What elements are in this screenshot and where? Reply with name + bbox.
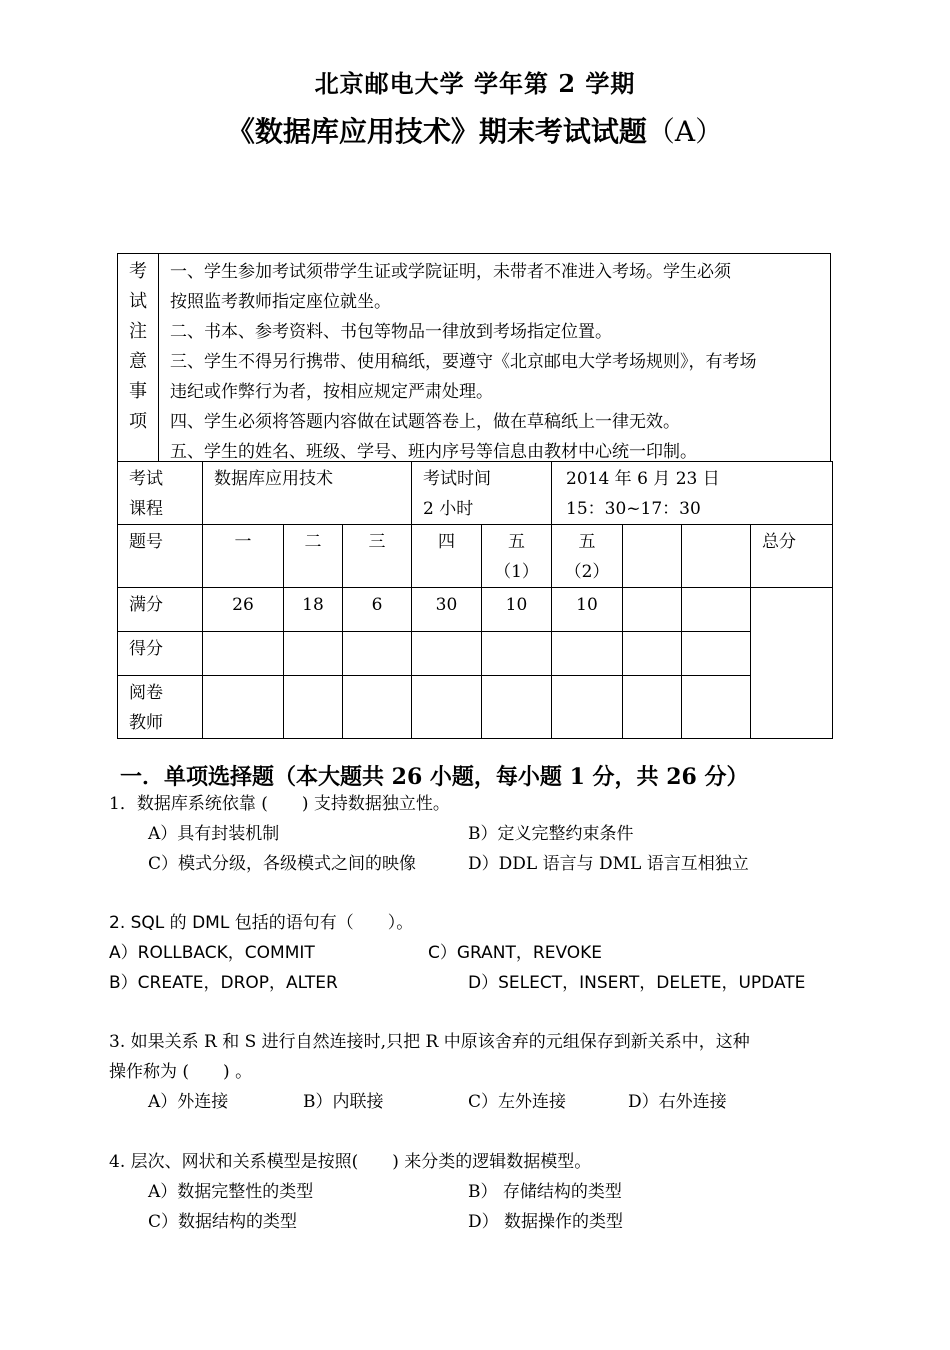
notice-line: 按照监考教师指定座位就坐。 bbox=[170, 292, 391, 312]
course-label: 课程 bbox=[129, 499, 163, 519]
full-score-cell: 10 bbox=[482, 588, 552, 632]
question-subnumber: （2） bbox=[564, 562, 610, 582]
option-a: A）具有封装机制 bbox=[148, 824, 280, 844]
option-d: D）右外连接 bbox=[628, 1092, 727, 1112]
option-c: C）数据结构的类型 bbox=[148, 1212, 298, 1232]
notice-label-char: 注 bbox=[129, 321, 147, 342]
option-b: B） 存储结构的类型 bbox=[468, 1182, 622, 1202]
exam-date: 2014 年 6 月 23 日 bbox=[566, 469, 720, 489]
score-row bbox=[118, 632, 833, 676]
option-a: A）外连接 bbox=[148, 1092, 229, 1112]
exam-info-row bbox=[118, 462, 833, 525]
grader-cell bbox=[482, 676, 552, 739]
full-score-cell: 30 bbox=[412, 588, 482, 632]
total-score-cell bbox=[751, 588, 833, 739]
question-stem: 3. 如果关系 R 和 S 进行自然连接时,只把 R 中原该舍弃的元组保存到新关系中，这种 bbox=[109, 1032, 750, 1052]
full-score-cell: 6 bbox=[343, 588, 412, 632]
grader-cell bbox=[412, 676, 482, 739]
exam-title-main: 《数据库应用技术》期末考试试题 bbox=[226, 115, 647, 148]
notice-line: 五、学生的姓名、班级、学号、班内序号等信息由教材中心统一印制。 bbox=[170, 442, 697, 462]
question-number-cell: 一 bbox=[203, 525, 284, 588]
question-stem: 2. SQL 的 DML 包括的语句有（ ）。 bbox=[109, 913, 414, 933]
question-number-cell: 二 bbox=[284, 525, 343, 588]
option-d: D）DDL 语言与 DML 语言互相独立 bbox=[468, 854, 749, 874]
score-cell bbox=[682, 632, 751, 676]
option-a: A）ROLLBACK，COMMIT bbox=[109, 943, 315, 963]
exam-notice-box bbox=[117, 253, 831, 461]
section-heading: 一．单项选择题（本大题共 26 小题，每小题 1 分，共 26 分） bbox=[120, 764, 749, 790]
notice-label-char: 试 bbox=[129, 291, 147, 312]
grader-label: 教师 bbox=[129, 713, 163, 733]
question-number: 五 bbox=[578, 532, 596, 552]
score-cell bbox=[623, 632, 682, 676]
question-stem: 4. 层次、网状和关系模型是按照( ) 来分类的逻辑数据模型。 bbox=[109, 1152, 592, 1172]
empty-cell bbox=[682, 588, 751, 632]
option-d: D） 数据操作的类型 bbox=[468, 1212, 624, 1232]
grader-cell bbox=[682, 676, 751, 739]
score-cell bbox=[482, 632, 552, 676]
full-score-cell: 10 bbox=[552, 588, 623, 632]
question-number-cell bbox=[552, 525, 623, 588]
notice-line: 三、学生不得另行携带、使用稿纸，要遵守《北京邮电大学考场规则》，有考场 bbox=[170, 352, 757, 372]
course-label: 考试 bbox=[129, 469, 163, 489]
empty-cell bbox=[682, 525, 751, 588]
option-d: D）SELECT，INSERT，DELETE，UPDATE bbox=[468, 973, 806, 993]
notice-label-char: 事 bbox=[129, 381, 147, 402]
question-number-cell: 四 bbox=[412, 525, 482, 588]
total-label: 总分 bbox=[751, 525, 833, 588]
notice-line: 违纪或作弊行为者，按相应规定严肃处理。 bbox=[170, 382, 493, 402]
question-number-row bbox=[118, 525, 833, 588]
score-cell bbox=[412, 632, 482, 676]
score-cell bbox=[552, 632, 623, 676]
score-label: 得分 bbox=[118, 632, 203, 676]
course-value: 数据库应用技术 bbox=[214, 469, 333, 489]
question-number-label: 题号 bbox=[118, 525, 203, 588]
score-cell bbox=[284, 632, 343, 676]
question-number: 五 bbox=[508, 532, 525, 552]
question-subnumber: （1） bbox=[494, 562, 539, 582]
full-score-cell: 26 bbox=[203, 588, 284, 632]
notice-line: 二、书本、参考资料、书包等物品一律放到考场指定位置。 bbox=[170, 322, 612, 342]
question-stem-continued: 操作称为 ( ) 。 bbox=[109, 1062, 253, 1082]
full-score-label: 满分 bbox=[118, 588, 203, 632]
question-number-cell: 三 bbox=[343, 525, 412, 588]
exam-title-line1: 北京邮电大学 学年第 2 学期 bbox=[314, 69, 636, 98]
grader-row bbox=[118, 676, 833, 739]
grader-cell bbox=[623, 676, 682, 739]
option-b: B）定义完整约束条件 bbox=[468, 824, 634, 844]
course-label-cell bbox=[118, 462, 203, 525]
exam-date-cell bbox=[552, 462, 833, 525]
option-c: C）左外连接 bbox=[468, 1092, 567, 1112]
score-table bbox=[117, 461, 833, 739]
option-b: B）内联接 bbox=[303, 1092, 384, 1112]
grader-label: 阅卷 bbox=[129, 683, 163, 703]
notice-items bbox=[170, 257, 830, 467]
empty-cell bbox=[623, 525, 682, 588]
grader-cell bbox=[343, 676, 412, 739]
question-stem: 1．数据库系统依靠 ( ) 支持数据独立性。 bbox=[109, 794, 450, 814]
question-number-cell bbox=[482, 525, 552, 588]
notice-label-char: 考 bbox=[129, 261, 147, 282]
option-a: A）数据完整性的类型 bbox=[148, 1182, 314, 1202]
score-cell bbox=[343, 632, 412, 676]
option-b: B）CREATE，DROP，ALTER bbox=[109, 973, 338, 993]
exam-time-label: 考试时间 bbox=[423, 469, 491, 489]
full-score-row bbox=[118, 588, 833, 632]
empty-cell bbox=[623, 588, 682, 632]
notice-label bbox=[118, 254, 159, 461]
exam-time-cell bbox=[412, 462, 552, 525]
full-score-cell: 18 bbox=[284, 588, 343, 632]
grader-cell bbox=[284, 676, 343, 739]
notice-label-char: 项 bbox=[129, 411, 147, 432]
exam-title-line2 bbox=[0, 110, 950, 150]
option-c: C）模式分级，各级模式之间的映像 bbox=[148, 854, 417, 874]
notice-label-char: 意 bbox=[129, 351, 147, 372]
notice-line: 四、学生必须将答题内容做在试题答卷上，做在草稿纸上一律无效。 bbox=[170, 412, 680, 432]
notice-line: 一、学生参加考试须带学生证或学院证明，未带者不准进入考场。学生必须 bbox=[170, 262, 731, 282]
exam-clock-time: 15：30~17：30 bbox=[566, 499, 701, 519]
grader-cell bbox=[552, 676, 623, 739]
exam-duration: 2 小时 bbox=[423, 499, 474, 519]
option-c: C）GRANT，REVOKE bbox=[428, 943, 603, 963]
grader-cell bbox=[203, 676, 284, 739]
score-cell bbox=[203, 632, 284, 676]
exam-title-suffix: （A） bbox=[646, 115, 724, 148]
grader-label-cell bbox=[118, 676, 203, 739]
course-value-cell bbox=[203, 462, 412, 525]
